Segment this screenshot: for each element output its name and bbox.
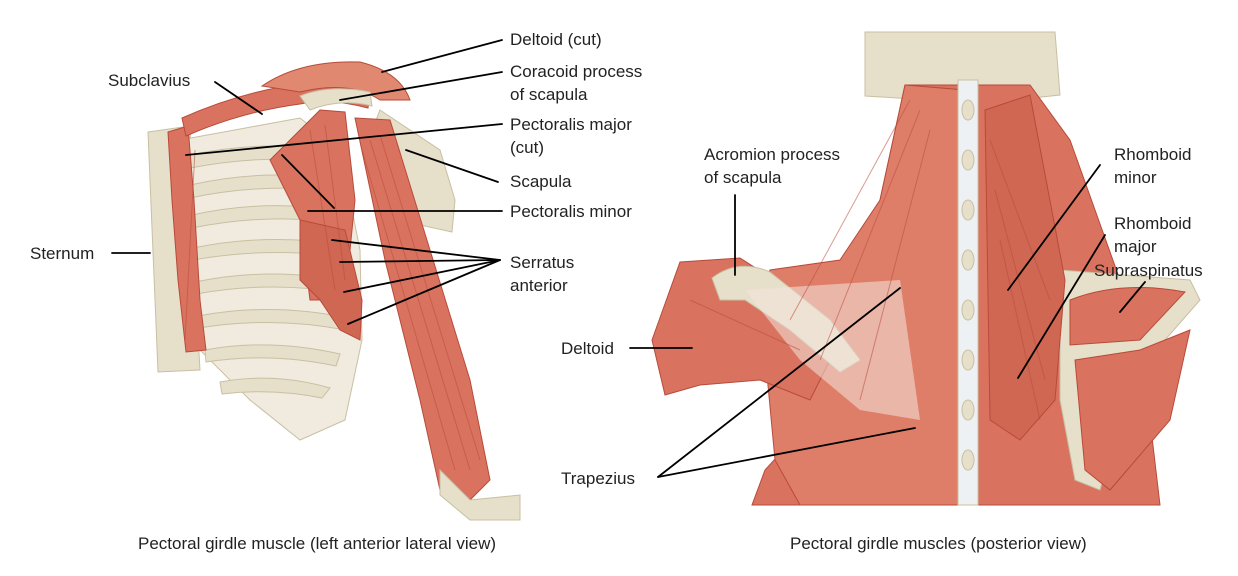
caption-posterior: Pectoral girdle muscles (posterior view): [790, 534, 1087, 553]
label-pec-major-line2: (cut): [510, 138, 544, 157]
label-serratus-line2: anterior: [510, 276, 568, 295]
label-sternum: Sternum: [30, 244, 95, 263]
label-serratus-line1: Serratus: [510, 253, 575, 272]
leader-serratus-2: [340, 260, 500, 262]
leader-deltoid-cut: [382, 40, 502, 72]
label-subclavius: Subclavius: [108, 71, 191, 90]
label-coracoid-line1: Coracoid process: [510, 62, 643, 81]
label-rhomboid-major-line2: major: [1114, 237, 1157, 256]
label-deltoid: Deltoid: [561, 339, 614, 358]
label-scapula: Scapula: [510, 172, 572, 191]
label-coracoid-line2: of scapula: [510, 85, 588, 104]
label-rhomboid-major-line1: Rhomboid: [1114, 214, 1192, 233]
label-trapezius: Trapezius: [561, 469, 636, 488]
label-rhomboid-minor-line1: Rhomboid: [1114, 145, 1192, 164]
label-supraspinatus: Supraspinatus: [1094, 261, 1203, 280]
label-pec-major-line1: Pectoralis major: [510, 115, 632, 134]
label-acromion-line2: of scapula: [704, 168, 782, 187]
vertebral-column: [958, 80, 978, 505]
label-acromion-line1: Acromion process: [704, 145, 841, 164]
label-pec-minor: Pectoralis minor: [510, 202, 632, 221]
label-rhomboid-minor-line2: minor: [1114, 168, 1157, 187]
caption-anterior: Pectoral girdle muscle (left anterior lateral view): [138, 534, 497, 553]
label-deltoid-cut: Deltoid (cut): [510, 30, 602, 49]
anterior-illustration: [112, 40, 520, 520]
